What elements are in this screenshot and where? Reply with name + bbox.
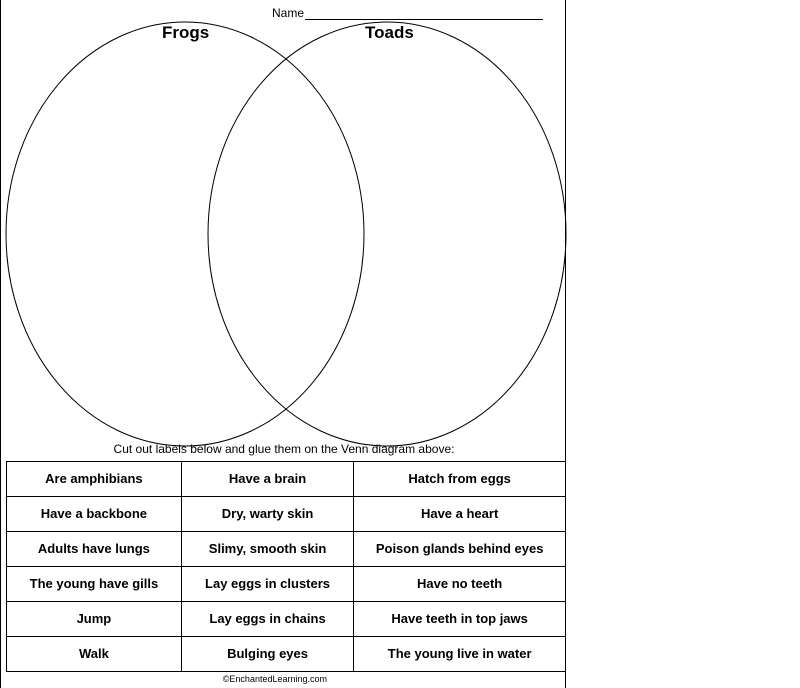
- label-row: [7, 567, 566, 602]
- label-cell[interactable]: Lay eggs in clusters: [181, 567, 353, 602]
- label-cell[interactable]: Jump: [7, 602, 182, 637]
- frogs-title: Frogs: [162, 23, 210, 42]
- label-cell[interactable]: Adults have lungs: [7, 532, 182, 567]
- label-cell[interactable]: Hatch from eggs: [354, 462, 566, 497]
- label-row: [7, 462, 566, 497]
- label-row: [7, 637, 566, 672]
- frogs-circle: [6, 22, 364, 446]
- toads-title: Toads: [365, 23, 414, 42]
- label-cell[interactable]: Have a heart: [354, 497, 566, 532]
- label-row: [7, 497, 566, 532]
- venn-diagram: [1, 0, 567, 460]
- name-label: Name: [272, 6, 305, 20]
- label-cell[interactable]: Lay eggs in chains: [181, 602, 353, 637]
- label-cell[interactable]: Have teeth in top jaws: [354, 602, 566, 637]
- label-cell[interactable]: Have no teeth: [354, 567, 566, 602]
- label-cell[interactable]: Walk: [7, 637, 182, 672]
- copyright-credit: ©EnchantedLearning.com: [222, 674, 327, 684]
- label-row: [7, 602, 566, 637]
- label-cell[interactable]: The young have gills: [7, 567, 182, 602]
- label-cell[interactable]: Have a brain: [181, 462, 353, 497]
- label-cell[interactable]: Slimy, smooth skin: [181, 532, 353, 567]
- label-cell[interactable]: Poison glands behind eyes: [354, 532, 566, 567]
- label-cell[interactable]: The young live in water: [354, 637, 566, 672]
- label-row: [7, 532, 566, 567]
- labels-table: [6, 461, 566, 672]
- instructions-text: Cut out labels below and glue them on the Venn diagram above:: [113, 442, 455, 456]
- label-cell[interactable]: Dry, warty skin: [181, 497, 353, 532]
- label-cell[interactable]: Bulging eyes: [181, 637, 353, 672]
- label-cell[interactable]: Are amphibians: [7, 462, 182, 497]
- toads-circle: [208, 22, 566, 446]
- label-cell[interactable]: Have a backbone: [7, 497, 182, 532]
